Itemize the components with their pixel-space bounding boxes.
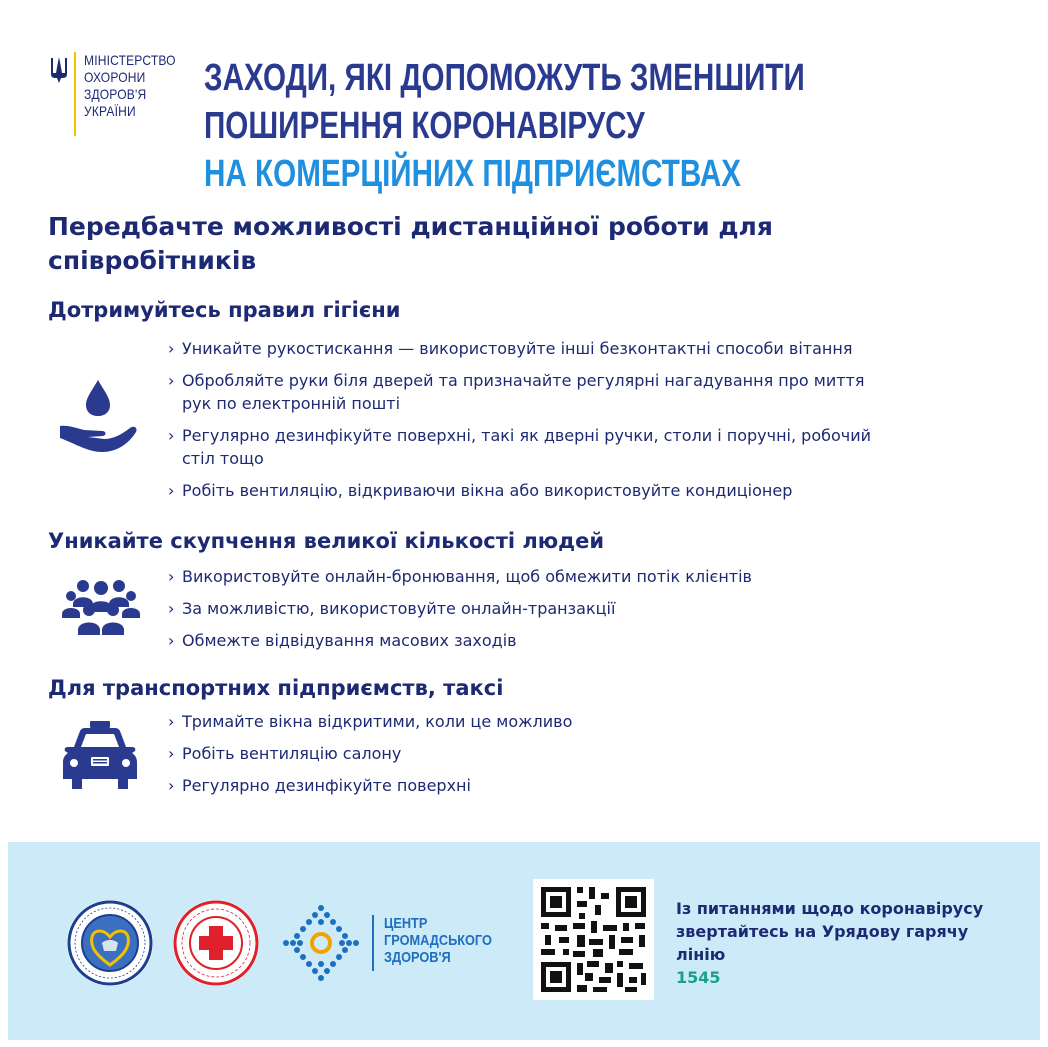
title-line: ПОШИРЕННЯ КОРОНАВІРУСУ: [204, 105, 645, 147]
public-health-center-logo-icon: [282, 904, 360, 982]
list-item-text: Робіть вентиляцію салону: [182, 744, 402, 763]
section-title-crowds: Уникайте скупчення великої кількості людей: [48, 529, 605, 553]
chevron-right-icon: ›: [168, 744, 175, 763]
phc-line: ГРОМАДСЬКОГО: [384, 932, 492, 949]
ministry-line: ОХОРОНИ: [84, 69, 146, 85]
title-line: ЗАХОДИ, ЯКІ ДОПОМОЖУТЬ ЗМЕНШИТИ: [204, 57, 805, 99]
crowds-list: [168, 565, 888, 661]
list-item: [168, 710, 888, 733]
list-item-text: Уникайте рукостискання — використовуйте інші безконтактні способи вітання: [182, 339, 853, 358]
crowd-icon: [62, 574, 140, 636]
list-item-text: Обмежте відвідування масових заходів: [182, 631, 517, 650]
phc-divider: [372, 915, 374, 971]
list-item: [168, 742, 888, 765]
ministry-logo: [50, 52, 191, 136]
hotline-text: Із питаннями щодо коронавірусу звертайтесь на Урядову гарячу лінію: [676, 899, 984, 964]
chevron-right-icon: ›: [168, 339, 175, 358]
chevron-right-icon: ›: [168, 599, 175, 618]
chevron-right-icon: ›: [168, 776, 175, 795]
page-title: [204, 54, 805, 198]
taxi-icon: [62, 719, 138, 791]
phc-name: [384, 915, 492, 966]
hotline-info: [676, 897, 1016, 989]
trident-icon: [50, 56, 68, 84]
chevron-right-icon: ›: [168, 481, 175, 500]
transport-list: [168, 710, 888, 806]
list-item: [168, 424, 888, 470]
section-title-hygiene: Дотримуйтесь правил гігієни: [48, 298, 401, 322]
ministry-line: ЗДОРОВ'Я: [84, 86, 147, 102]
list-item: [168, 774, 888, 797]
phc-line: ЦЕНТР: [384, 915, 428, 932]
list-item-text: Тримайте вікна відкритими, коли це можливо: [182, 712, 573, 731]
list-item: [168, 565, 888, 588]
volunteer-fund-seal-icon: [66, 899, 154, 987]
list-item-text: Регулярно дезинфікуйте поверхні, такі як дверні ручки, столи і поручні, робочий стіл тощо: [182, 426, 872, 468]
qr-code-icon: [533, 879, 654, 1000]
hand-water-drop-icon: [58, 378, 140, 454]
list-item-text: Регулярно дезинфікуйте поверхні: [182, 776, 471, 795]
ministry-divider: [74, 52, 76, 136]
list-item: [168, 629, 888, 652]
chevron-right-icon: ›: [168, 631, 175, 650]
phc-line: ЗДОРОВ'Я: [384, 949, 451, 966]
section-title-transport: Для транспортних підприємств, таксі: [48, 676, 504, 700]
list-item: [168, 369, 888, 415]
chevron-right-icon: ›: [168, 567, 175, 586]
title-highlight: НА КОМЕРЦІЙНИХ ПІДПРИЄМСТВАХ: [204, 153, 742, 195]
hygiene-list: [168, 337, 888, 511]
chevron-right-icon: ›: [168, 371, 175, 390]
list-item: [168, 337, 888, 360]
ministry-line: МІНІСТЕРСТВО: [84, 52, 176, 68]
list-item: [168, 597, 888, 620]
ministry-name: [84, 52, 176, 120]
chevron-right-icon: ›: [168, 712, 175, 731]
chevron-right-icon: ›: [168, 426, 175, 445]
list-item-text: За можливістю, використовуйте онлайн-транзакції: [182, 599, 616, 618]
qr-code[interactable]: [533, 879, 654, 1000]
ministry-line: УКРАЇНИ: [84, 103, 136, 119]
list-item-text: Обробляйте руки біля дверей та призначайте регулярні нагадування про миття рук по електронній пошті: [182, 371, 865, 413]
list-item: [168, 479, 888, 502]
list-item-text: Використовуйте онлайн-бронювання, щоб обмежити потік клієнтів: [182, 567, 752, 586]
hotline-number[interactable]: 1545: [676, 968, 721, 987]
list-item-text: Робіть вентиляцію, відкриваючи вікна або використовуйте кондиціонер: [182, 481, 793, 500]
remote-work-heading: Передбачте можливості дистанційної роботи для співробітників: [48, 212, 773, 275]
red-cross-seal-icon: [172, 899, 260, 987]
